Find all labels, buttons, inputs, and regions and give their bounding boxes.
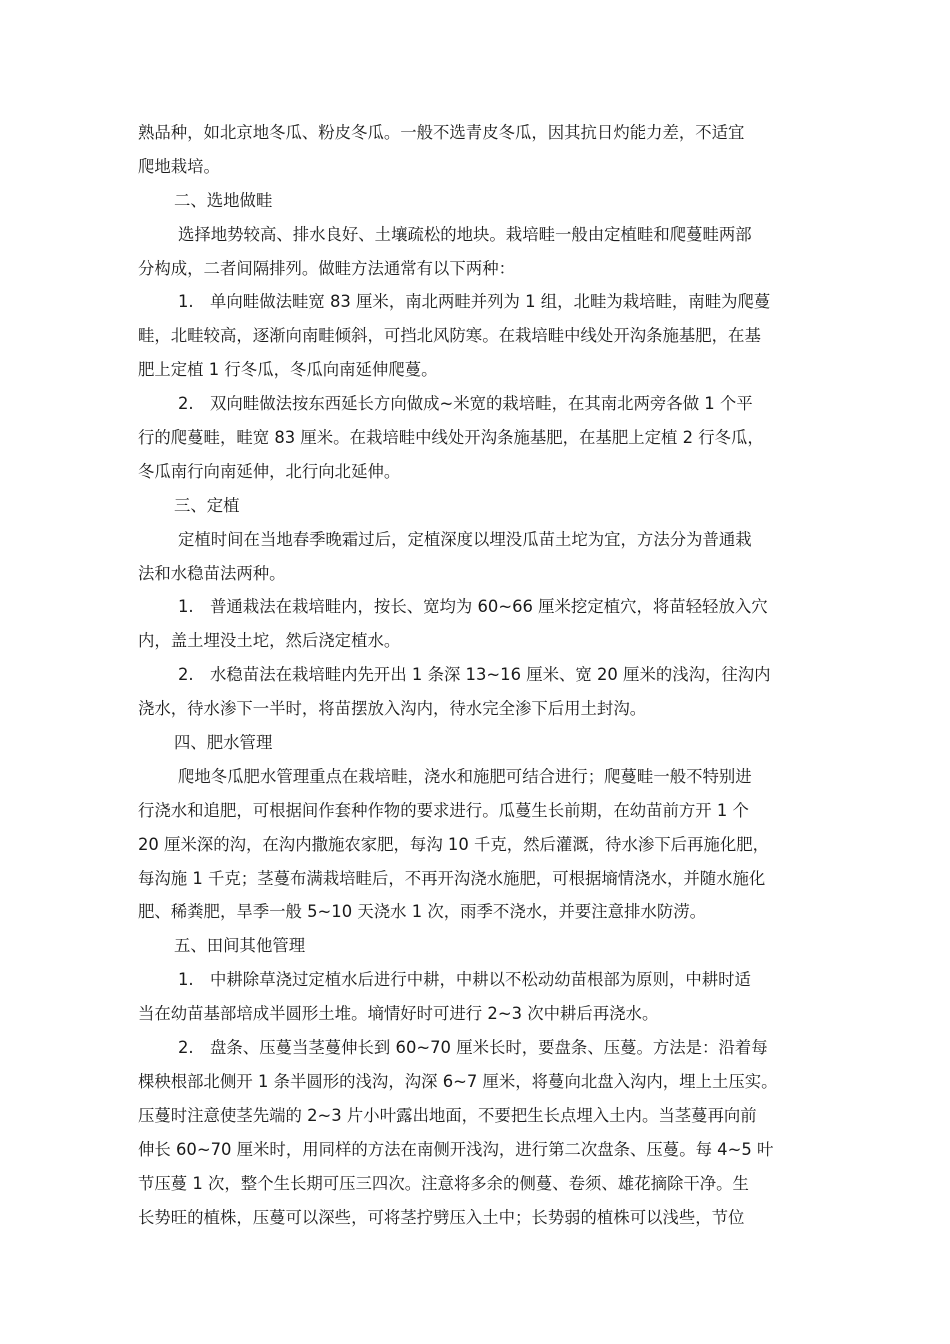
paragraph-start: 爬地冬瓜肥水管理重点在栽培畦，浇水和施肥可结合进行；爬蔓畦一般不特别进 bbox=[178, 766, 752, 786]
text-line: 畦，北畦较高，逐渐向南畦倾斜，可挡北风防寒。在栽培畦中线处开沟条施基肥，在基 bbox=[138, 326, 761, 346]
text-line: 肥、稀粪肥，旱季一般 5~10 天浇水 1 次，雨季不浇水，并要注意排水防涝。 bbox=[138, 902, 707, 922]
text-line: 内，盖土埋没土坨，然后浇定植水。 bbox=[138, 631, 401, 651]
section-heading: 五、田间其他管理 bbox=[174, 936, 306, 956]
paragraph-start: 1. 普通栽法在栽培畦内，按长、宽均为 60~66 厘米挖定植穴，将苗轻轻放入穴 bbox=[178, 597, 768, 617]
text-line: 压蔓时注意使茎先端的 2~3 片小叶露出地面，不要把生长点埋入土内。当茎蔓再向前 bbox=[138, 1105, 757, 1125]
text-line: 熟品种，如北京地冬瓜、粉皮冬瓜。一般不选青皮冬瓜，因其抗日灼能力差，不适宜 bbox=[138, 123, 745, 142]
text-line: 伸长 60~70 厘米时，用同样的方法在南侧开浅沟，进行第二次盘条、压蔓。每 4~5 叶 bbox=[138, 1139, 774, 1159]
section-heading: 三、定植 bbox=[174, 495, 240, 515]
text-line: 肥上定植 1 行冬瓜，冬瓜向南延伸爬蔓。 bbox=[138, 360, 438, 380]
text-line: 棵秧根部北侧开 1 条半圆形的浅沟，沟深 6~7 厘米，将蔓向北盘入沟内，埋上土压实。 bbox=[138, 1071, 778, 1091]
document-body bbox=[138, 116, 818, 1234]
text-line: 当在幼苗基部培成半圆形土堆。墒情好时可进行 2~3 次中耕后再浇水。 bbox=[138, 1004, 659, 1024]
text-line: 爬地栽培。 bbox=[138, 156, 220, 176]
paragraph-start: 1. 中耕除草浇过定植水后进行中耕，中耕以不松动幼苗根部为原则，中耕时适 bbox=[178, 970, 751, 990]
text-line: 每沟施 1 千克；茎蔓布满栽培畦后，不再开沟浇水施肥，可根据墒情浇水，并随水施化 bbox=[138, 868, 766, 888]
section-heading: 二、选地做畦 bbox=[174, 190, 273, 210]
text-line: 分构成，二者间隔排列。做畦方法通常有以下两种： bbox=[138, 258, 515, 278]
text-line: 冬瓜南行向南延伸，北行向北延伸。 bbox=[138, 461, 401, 481]
text-line: 节压蔓 1 次，整个生长期可压三四次。注意将多余的侧蔓、卷须、雄花摘除干净。生 bbox=[138, 1173, 749, 1193]
paragraph-start: 2. 盘条、压蔓当茎蔓伸长到 60~70 厘米长时，要盘条、压蔓。方法是：沿着每 bbox=[178, 1038, 768, 1058]
paragraph-start: 定植时间在当地春季晚霜过后，定植深度以埋没瓜苗土坨为宜，方法分为普通栽 bbox=[178, 529, 752, 549]
text-line: 20 厘米深的沟，在沟内撒施农家肥，每沟 10 千克，然后灌溉，待水渗下后再施化肥， bbox=[138, 834, 770, 854]
paragraph-start: 1. 单向畦做法畦宽 83 厘米，南北两畦并列为 1 组，北畦为栽培畦，南畦为爬蔓 bbox=[178, 292, 771, 312]
text-line: 长势旺的植株，压蔓可以深些，可将茎拧劈压入土中；长势弱的植株可以浅些，节位 bbox=[138, 1207, 745, 1227]
paragraph-start: 选择地势较高、排水良好、土壤疏松的地块。栽培畦一般由定植畦和爬蔓畦两部 bbox=[178, 224, 752, 244]
text-line: 行浇水和追肥，可根据间作套种作物的要求进行。瓜蔓生长前期，在幼苗前方开 1 个 bbox=[138, 800, 749, 820]
text-line: 法和水稳苗法两种。 bbox=[138, 563, 286, 583]
paragraph-start: 2. 双向畦做法按东西延长方向做成~米宽的栽培畦，在其南北两旁各做 1 个平 bbox=[178, 394, 753, 414]
section-heading: 四、肥水管理 bbox=[174, 733, 273, 753]
text-line: 浇水，待水渗下一半时，将苗摆放入沟内，待水完全渗下后用土封沟。 bbox=[138, 699, 647, 719]
text-line: 行的爬蔓畦，畦宽 83 厘米。在栽培畦中线处开沟条施基肥，在基肥上定植 2 行冬瓜， bbox=[138, 428, 764, 448]
paragraph-start: 2. 水稳苗法在栽培畦内先开出 1 条深 13~16 厘米、宽 20 厘米的浅沟，往沟内 bbox=[178, 665, 771, 685]
